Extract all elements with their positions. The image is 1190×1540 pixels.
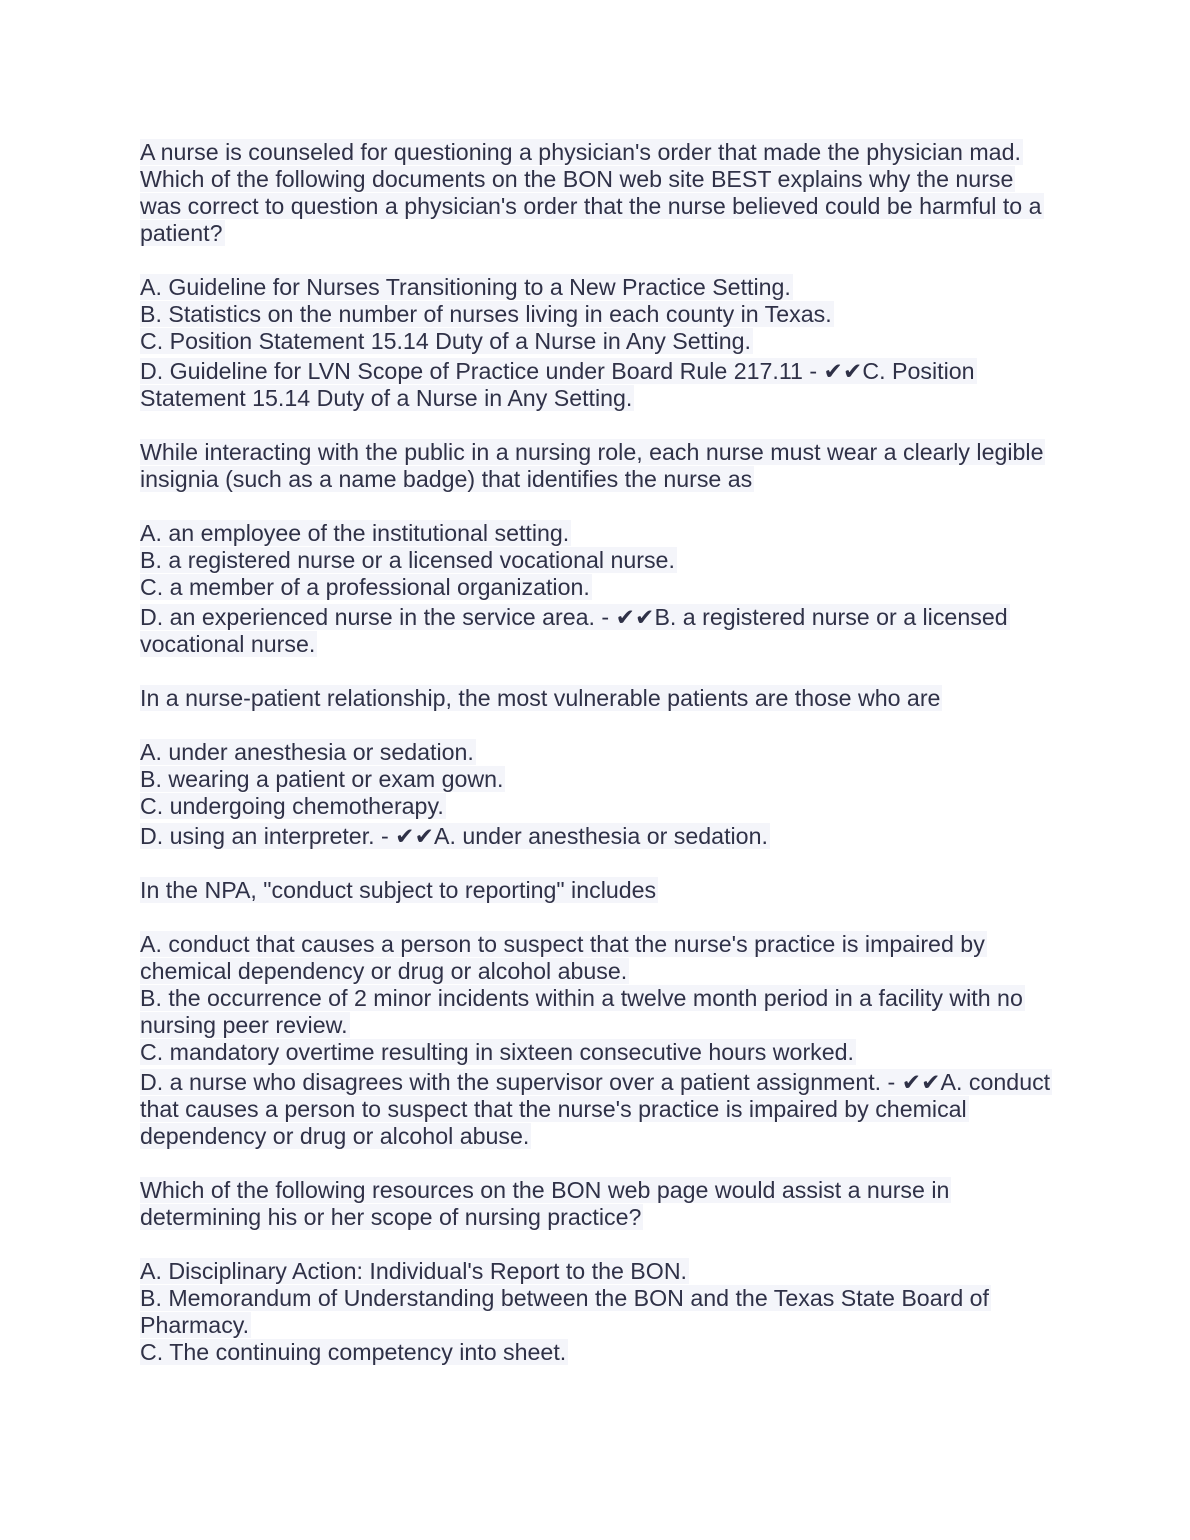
option-d-with-answer: D. a nurse who disagrees with the supervisor over a patient assignment. - ✔✔A. conduct that causes a person to suspect that the nurse's practice is impaired by chemical dependency or drug or alcohol abuse. (140, 1069, 1051, 1149)
question-2-options (140, 520, 1055, 658)
question-text: Which of the following resources on the BON web page would assist a nurse in determining his or her scope of nursing practice? (140, 1177, 950, 1230)
question-text: In the NPA, "conduct subject to reporting" includes (140, 877, 657, 903)
option-a: A. Disciplinary Action: Individual's Report to the BON. (140, 1258, 688, 1284)
question-1-stem (140, 139, 1055, 247)
option-a: A. Guideline for Nurses Transitioning to a New Practice Setting. (140, 274, 791, 300)
question-5-stem (140, 1177, 1055, 1231)
option-d-with-answer: D. using an interpreter. - ✔✔A. under anesthesia or sedation. (140, 823, 768, 849)
option-b: B. the occurrence of 2 minor incidents within a twelve month period in a facility with no nursing peer review. (140, 985, 1023, 1038)
question-4-stem (140, 877, 1055, 904)
question-text: In a nurse-patient relationship, the most vulnerable patients are those who are (140, 685, 941, 711)
question-text: A nurse is counseled for questioning a physician's order that made the physician mad. Which of the following documents on the BON web site BEST explains why the nurse was correct to question a physician's order that the nurse believed could be harmful to a patient? (140, 139, 1042, 246)
question-1-options (140, 274, 1055, 412)
option-c: C. undergoing chemotherapy. (140, 793, 444, 819)
option-a: A. an employee of the institutional setting. (140, 520, 570, 546)
option-a: A. under anesthesia or sedation. (140, 739, 474, 765)
option-d-with-answer: D. an experienced nurse in the service area. - ✔✔B. a registered nurse or a licensed vocational nurse. (140, 604, 1008, 657)
option-c: C. a member of a professional organization. (140, 574, 590, 600)
option-c: C. The continuing competency into sheet. (140, 1339, 567, 1365)
question-3-options (140, 739, 1055, 850)
question-2-stem (140, 439, 1055, 493)
option-a: A. conduct that causes a person to suspect that the nurse's practice is impaired by chemical dependency or drug or alcohol abuse. (140, 931, 985, 984)
document-page (140, 139, 1055, 1393)
option-b: B. wearing a patient or exam gown. (140, 766, 504, 792)
question-5-options (140, 1258, 1055, 1366)
option-d-with-answer: D. Guideline for LVN Scope of Practice under Board Rule 217.11 - ✔✔C. Position Statement 15.14 Duty of a Nurse in Any Setting. (140, 358, 975, 411)
option-b: B. Statistics on the number of nurses living in each county in Texas. (140, 301, 832, 327)
option-b: B. a registered nurse or a licensed vocational nurse. (140, 547, 675, 573)
question-text: While interacting with the public in a nursing role, each nurse must wear a clearly legible insignia (such as a name badge) that identifies the nurse as (140, 439, 1044, 492)
option-c: C. Position Statement 15.14 Duty of a Nurse in Any Setting. (140, 328, 751, 354)
question-3-stem (140, 685, 1055, 712)
question-4-options (140, 931, 1055, 1150)
option-b: B. Memorandum of Understanding between the BON and the Texas State Board of Pharmacy. (140, 1285, 989, 1338)
option-c: C. mandatory overtime resulting in sixteen consecutive hours worked. (140, 1039, 854, 1065)
